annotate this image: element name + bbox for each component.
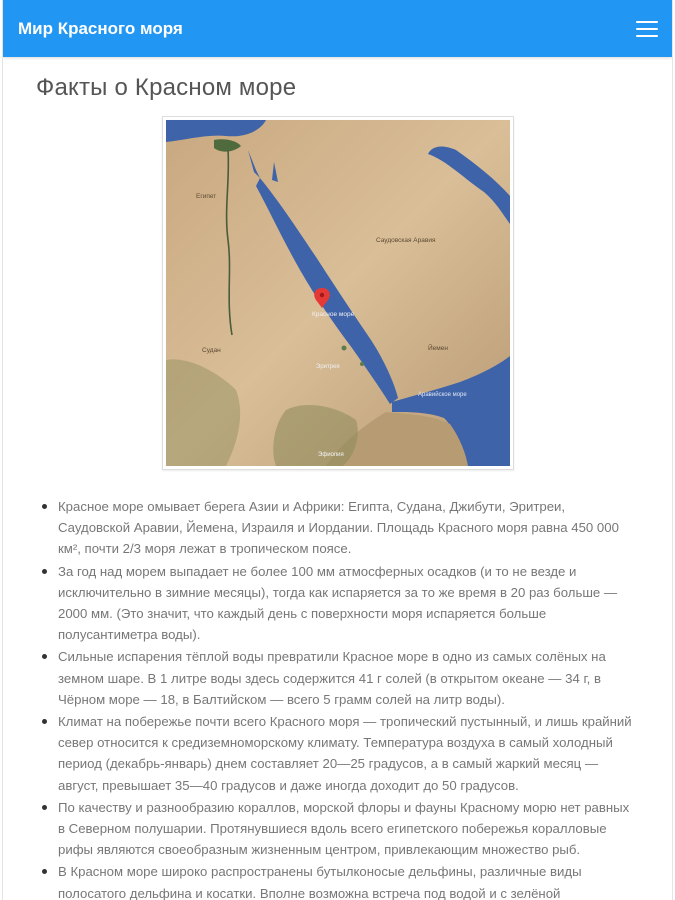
list-item: Сильные испарения тёплой воды превратили Красное море в одно из самых солёных на земном шаре. В 1 литре воды здесь содержится 41 г солей (в открытом океане — 34 г, в Чёрном море — 18, в Балтийском — всего 5 грамм солей на литр воды).: [58, 646, 639, 710]
list-item: За год над морем выпадает не более 100 мм атмосферных осадков (и то не везде и исключительно в зимние месяцы), тогда как испаряется за то же время в 20 раз больше — 2000 мм. (Это значит, что каждый день с поверхности моря испаряется больше полусантиметра воды).: [58, 561, 639, 646]
list-item: Красное море омывает берега Азии и Африки: Египта, Судана, Джибути, Эритреи, Саудовской Аравии, Йемена, Израиля и Иордании. Площадь Красного моря равна 450 000 км², почти 2/3 моря лежат в тропическом поясе.: [58, 496, 639, 560]
map-label-ethiopia: Эфиопия: [317, 452, 344, 458]
map-label-eritrea: Эритрея: [315, 364, 340, 370]
map-label-egypt: Египет: [195, 193, 216, 200]
main-content: [3, 57, 672, 900]
red-sea-map: [162, 116, 514, 470]
map-label-arabian-sea: Аравийское море: [417, 392, 467, 398]
map-label-red-sea: Красное море: [311, 311, 354, 318]
map-label-yemen: Йемен: [427, 345, 448, 352]
top-navbar: [3, 0, 672, 57]
island-b: [360, 362, 364, 366]
hamburger-menu-icon[interactable]: [636, 21, 658, 37]
facts-list: [36, 496, 639, 900]
list-item: В Красном море широко распространены бутылконосые дельфины, различные виды полосатого дельфина и косатки. Вполне возможна встреча под водой и с зелёной: [58, 861, 639, 900]
map-image: [166, 120, 510, 466]
map-label-saudi: Саудовская Аравия: [375, 237, 435, 244]
page-frame: [2, 0, 673, 900]
map-label-sudan: Судан: [201, 347, 221, 354]
page-title: Факты о Красном море: [36, 74, 297, 101]
site-brand-link[interactable]: Мир Красного моря: [18, 18, 183, 38]
list-item: Климат на побережье почти всего Красного моря — тропический пустынный, и лишь крайний север относится к средиземноморскому климату. Температура воздуха в самый холодный период (декабрь-январь) днем составляет 20—25 градусов, а в самый жаркий месяц — август, превышает 35—40 градусов и даже иногда доходит до 50 градусов.: [58, 711, 639, 796]
list-item: По качеству и разнообразию кораллов, морской флоры и фауны Красному морю нет равных в Северном полушарии. Протянувшиеся вдоль всего египетского побережья коралловые рифы являются своеобразным жизненным центром, привлекающим множество рыб.: [58, 797, 639, 861]
island-a: [341, 346, 346, 351]
ethiopian-highlands: [273, 405, 358, 466]
